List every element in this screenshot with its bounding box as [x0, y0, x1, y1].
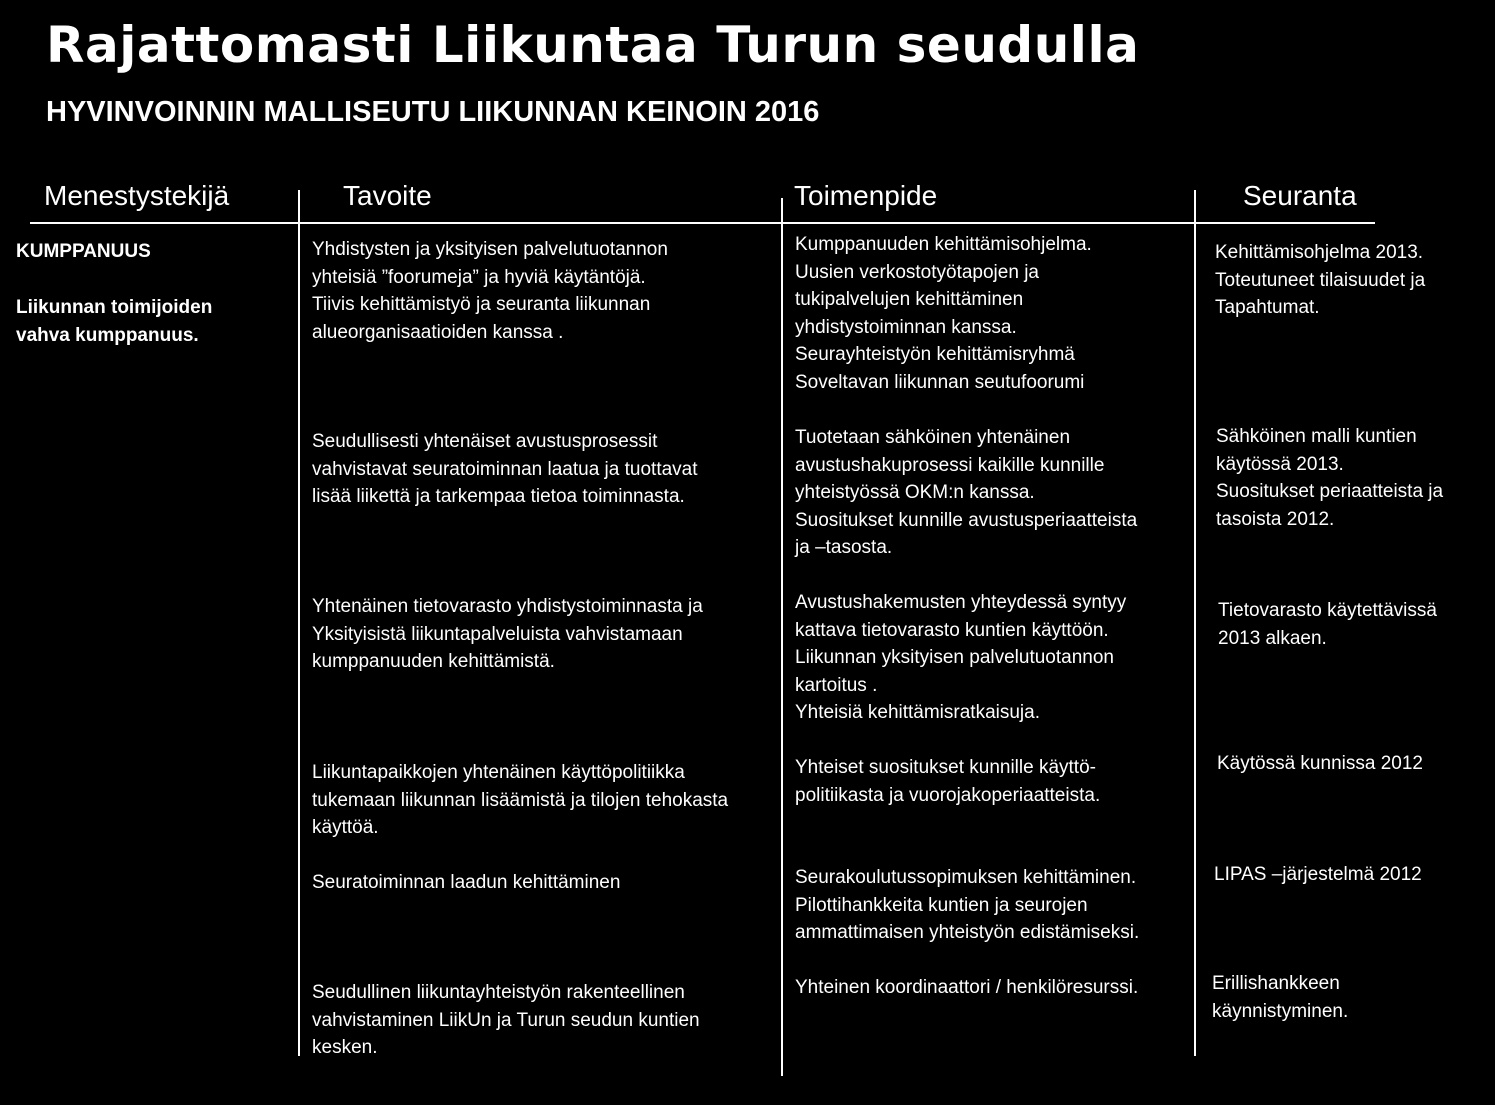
tavoite-item: Yhtenäinen tietovarasto yhdistystoiminnasta ja Yksityisistä liikuntapalveluista vahvistamaan kumppanuuden kehittämistä.	[312, 596, 703, 672]
seuranta-item: Tietovarasto käytettävissä 2013 alkaen.	[1218, 600, 1437, 649]
tavoite-item: Liikuntapaikkojen yhtenäinen käyttöpolitiikka tukemaan liikunnan lisäämistä ja tilojen tehokasta käyttöä.	[312, 762, 729, 838]
page-subtitle: HYVINVOINNIN MALLISEUTU LIIKUNNAN KEINOIN 2016	[46, 96, 820, 128]
menestystekija-heading: KUMPPANUUS	[16, 241, 151, 262]
column-header-tavoite: Tavoite	[343, 180, 432, 211]
column-header-seuranta: Seuranta	[1243, 180, 1357, 211]
tavoite-item: Seudullisesti yhtenäiset avustusprosessit vahvistavat seuratoiminnan laatua ja tuottavat lisää liikettä ja tarkempaa tietoa toiminnasta.	[312, 431, 698, 507]
tavoite-item: Yhdistysten ja yksityisen palvelutuotannon yhteisiä ”foorumeja” ja hyviä käytäntöjä. Tiivis kehittämistyö ja seuranta liikunnan alueorganisaatioiden kanssa .	[312, 239, 668, 343]
seuranta-item: Kehittämisohjelma 2013. Toteutuneet tilaisuudet ja Tapahtumat.	[1215, 242, 1426, 318]
seuranta-item: Sähköinen malli kuntien käytössä 2013. Suositukset periaatteista ja tasoista 2012.	[1216, 426, 1444, 530]
toimenpide-item: Tuotetaan sähköinen yhtenäinen avustushakuprosessi kaikille kunnille yhteistyössä OKM:n kanssa. Suositukset kunnille avustusperiaatteista ja –tasosta.	[795, 427, 1138, 558]
seuranta-item: LIPAS –järjestelmä 2012	[1214, 864, 1422, 885]
header-divider	[30, 222, 1375, 224]
tavoite-item: Seudullinen liikuntayhteistyön rakenteellinen vahvistaminen LiikUn ja Turun seudun kuntien kesken.	[312, 982, 700, 1058]
seuranta-item: Erillishankkeen käynnistyminen.	[1212, 973, 1349, 1022]
toimenpide-item: Yhteinen koordinaattori / henkilöresurssi.	[795, 977, 1139, 998]
column-divider-3	[1194, 190, 1196, 1056]
tavoite-item: Seuratoiminnan laadun kehittäminen	[312, 872, 621, 893]
column-divider-1	[298, 190, 300, 1056]
page-title: Rajattomasti Liikuntaa Turun seudulla	[46, 16, 1140, 74]
toimenpide-item: Avustushakemusten yhteydessä syntyy kattava tietovarasto kuntien käyttöön. Liikunnan yksityisen palvelutuotannon kartoitus . Yhteisiä kehittämisratkaisuja.	[795, 592, 1127, 723]
toimenpide-item: Yhteiset suositukset kunnille käyttö- politiikasta ja vuorojakoperiaatteista.	[795, 757, 1101, 806]
column-divider-2	[781, 198, 783, 1076]
column-header-menestystekija: Menestystekijä	[44, 180, 230, 211]
toimenpide-item: Seurakoulutussopimuksen kehittäminen. Pilottihankkeita kuntien ja seurojen ammattimaisen yhteistyön edistämiseksi.	[795, 867, 1140, 943]
menestystekija-text: Liikunnan toimijoiden vahva kumppanuus.	[16, 297, 213, 346]
toimenpide-item: Kumppanuuden kehittämisohjelma. Uusien verkostotyötapojen ja tukipalvelujen kehittäminen yhdistystoiminnan kanssa. Seurayhteistyön kehittämisryhmä Soveltavan liikunnan seutufoorumi	[795, 234, 1092, 393]
column-header-toimenpide: Toimenpide	[794, 180, 938, 211]
seuranta-item: Käytössä kunnissa 2012	[1217, 753, 1423, 774]
